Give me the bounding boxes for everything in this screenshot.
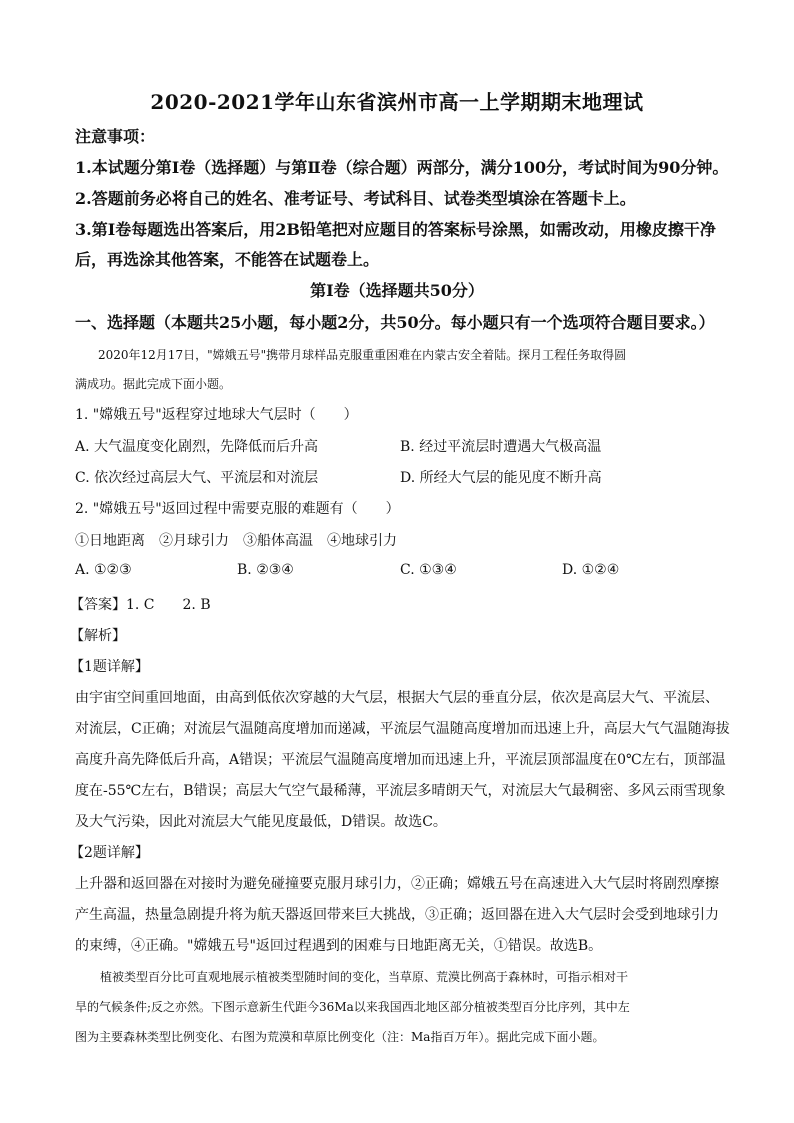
notice-heading: 注意事项： xyxy=(75,127,156,146)
intro1-line-1: 2020年12月17日，"嫦娥五号"携带月球样品克服重重困难在内蒙古安全着陆。探月工程任务取得圆 xyxy=(98,348,627,362)
notice-item-2: 2.答题前务必将自己的姓名、准考证号、考试科目、试卷类型填涂在答题卡上。 xyxy=(75,189,636,208)
section-heading: 一、选择题（本题共25小题，每小题2分，共50分。每小题只有一个选项符合题目要求。） xyxy=(75,313,715,332)
q1-stem: 1. "嫦娥五号"返程穿过地球大气层时（ ） xyxy=(75,407,358,423)
detail1-line-2: 对流层，C正确；对流层气温随高度增加而递减，平流层气温随高度增加而迅速上升，高层大气气温随海拔 xyxy=(75,721,730,737)
answer-label: 【答案】 xyxy=(70,597,126,613)
detail2-line-2: 产生高温，热量急剧提升将为航天器返回带来巨大挑战，③正确；返回器在进入大气层时会受到地球引力 xyxy=(75,907,719,923)
q1-option-d: D. 所经大气层的能见度不断升高 xyxy=(400,470,602,486)
intro2-line-1: 植被类型百分比可直观地展示植被类型随时间的变化，当草原、荒漠比例高于森林时，可指示相对干 xyxy=(100,970,629,984)
intro1-line-2: 满成功。据此完成下面小题。 xyxy=(75,377,232,391)
detail1-line-1: 由宇宙空间重回地面，由高到低依次穿越的大气层，根据大气层的垂直分层，依次是高层大气、平流层、 xyxy=(75,690,719,706)
intro2-line-2: 旱的气候条件;反之亦然。下图示意新生代距今36Ma以来我国西北地区部分植被类型百分比序列，其中左 xyxy=(75,1000,630,1014)
notice-item-3-cont: 后，再选涂其他答案，不能答在试题卷上。 xyxy=(75,250,380,269)
detail2-line-1: 上升器和返回器在对接时为避免碰撞要克服月球引力，②正确；嫦娥五号在高速进入大气层时将剧烈摩擦 xyxy=(75,876,719,892)
q1-option-c: C. 依次经过高层大气、平流层和对流层 xyxy=(75,470,319,486)
notice-item-1: 1.本试题分第Ⅰ卷（选择题）与第Ⅱ卷（综合题）两部分，满分100分，考试时间为90分钟。 xyxy=(75,158,729,177)
detail1-label: 【1题详解】 xyxy=(70,659,149,675)
detail2-line-3: 的束缚，④正确。"嫦娥五号"返回过程遇到的困难与日地距离无关，①错误。故选B。 xyxy=(75,938,603,954)
part1-heading: 第Ⅰ卷（选择题共50分） xyxy=(310,281,484,300)
q2-option-c: C. ①③④ xyxy=(400,562,457,578)
q1-option-a: A. 大气温度变化剧烈，先降低而后升高 xyxy=(75,439,319,455)
page-title: 2020-2021学年山东省滨州市高一上学期期末地理试 xyxy=(150,90,644,114)
q2-option-d: D. ①②④ xyxy=(562,562,620,578)
q2-option-b: B. ②③④ xyxy=(237,562,294,578)
detail1-line-5: 及大气污染，因此对流层大气能见度最低，D错误。故选C。 xyxy=(75,814,447,830)
detail1-line-3: 高度升高先降低后升高，A错误；平流层气温随高度增加而迅速上升，平流层顶部温度在0℃左右，顶部温 xyxy=(75,752,726,768)
q2-stem: 2. "嫦娥五号"返回过程中需要克服的难题有（ ） xyxy=(75,501,400,517)
q1-option-b: B. 经过平流层时遭遇大气极高温 xyxy=(400,439,602,455)
detail1-line-4: 度在-55℃左右，B错误；高层大气空气最稀薄，平流层多晴朗天气，对流层大气最稠密、多风云雨雪现象 xyxy=(75,783,726,799)
answer-text: 1. C 2. B xyxy=(126,597,211,613)
q2-option-a: A. ①②③ xyxy=(75,562,132,578)
intro2-line-3: 图为主要森林类型比例变化、右图为荒漠和草原比例变化（注：Ma指百万年）。据此完成下面小题。 xyxy=(75,1030,605,1044)
analysis-label: 【解析】 xyxy=(70,628,126,644)
answer-line xyxy=(70,594,211,614)
q2-items: ①日地距离 ②月球引力 ③船体高温 ④地球引力 xyxy=(75,533,397,549)
detail2-label: 【2题详解】 xyxy=(70,845,149,861)
notice-item-3: 3.第Ⅰ卷每题选出答案后，用2B铅笔把对应题目的答案标号涂黑，如需改动，用橡皮擦干净 xyxy=(75,220,716,239)
